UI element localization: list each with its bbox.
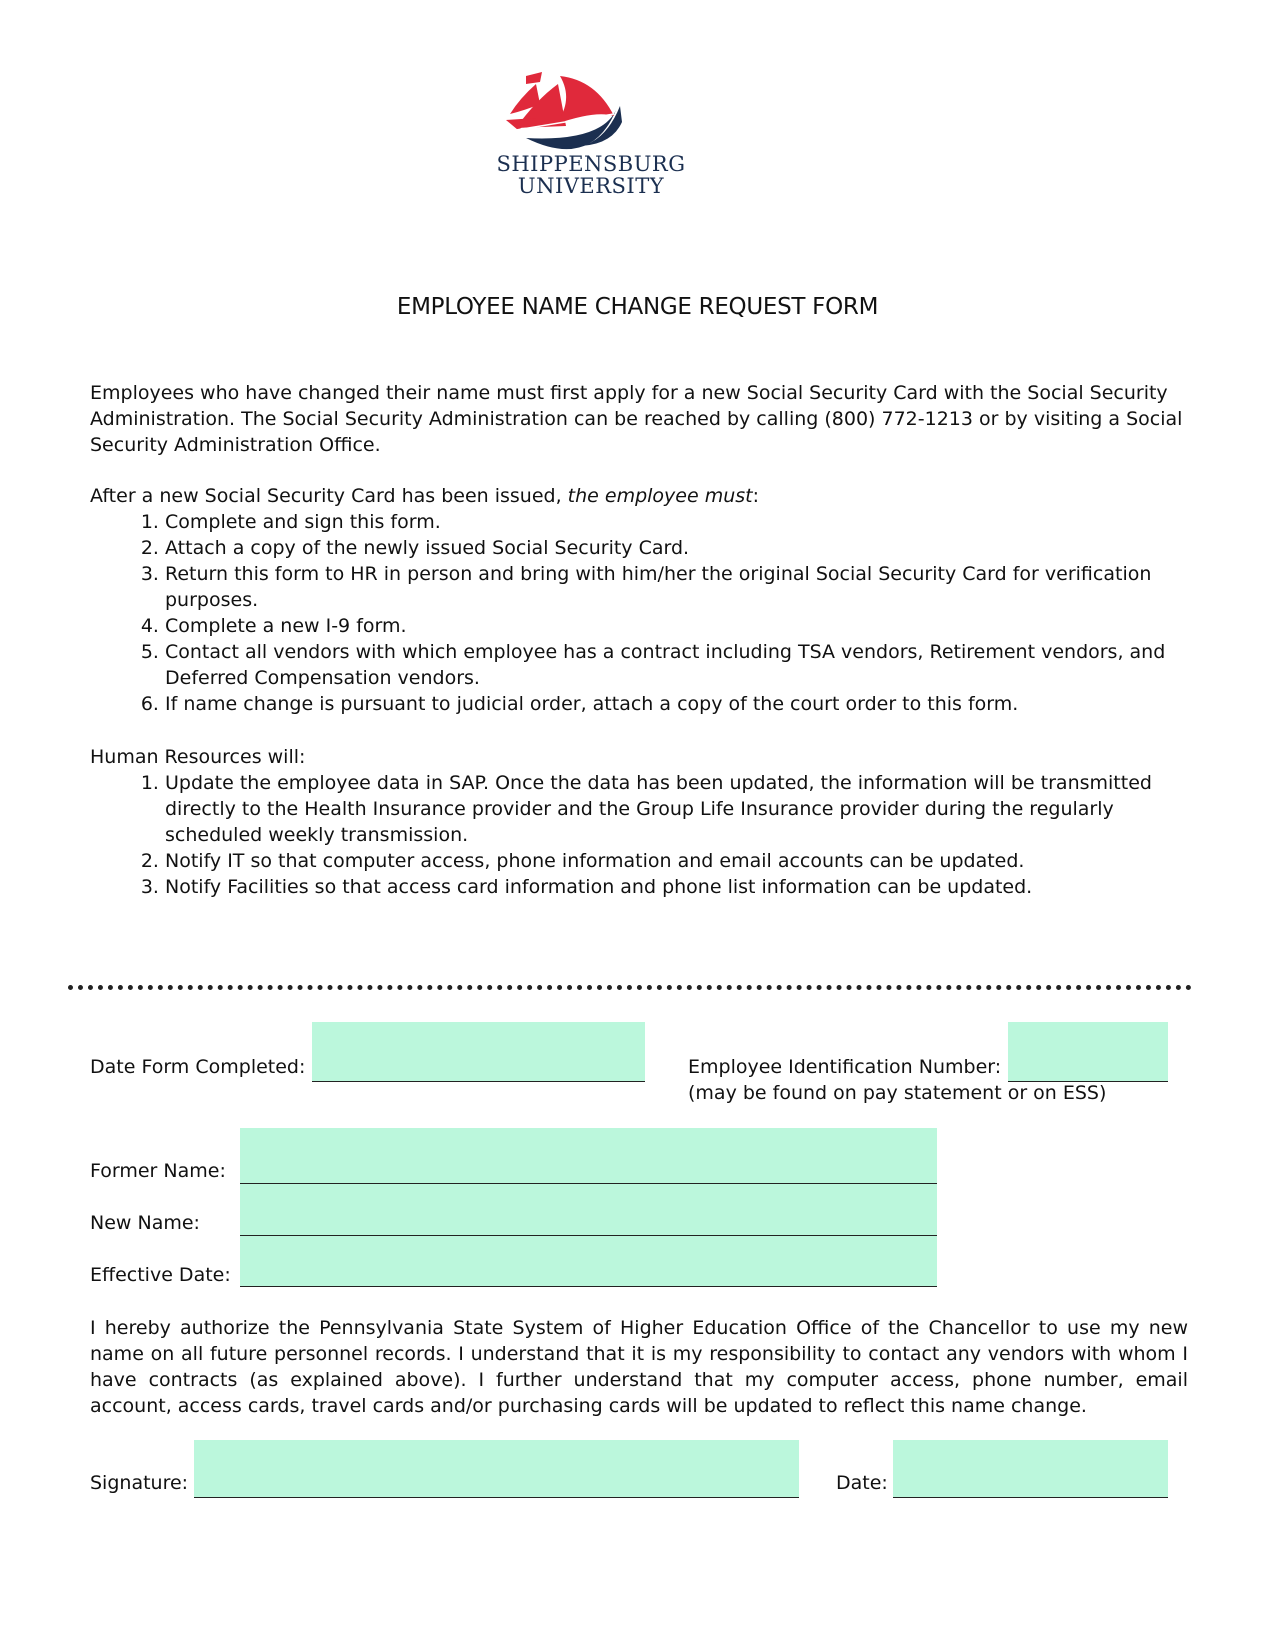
list-item: 5. Contact all vendors with which employee has a contract including TSA vendors, Retirement vendors, and Deferred Compensation vendors. xyxy=(165,639,1190,691)
former-name-label: Former Name: xyxy=(90,1160,226,1182)
signature-field[interactable] xyxy=(194,1440,799,1498)
effective-date-underline xyxy=(240,1286,937,1287)
authorization-paragraph: I hereby authorize the Pennsylvania State System of Higher Education Office of the Chancellor to use my new name on all future personnel records. I understand that it is my responsibility to contact any vendors with whom I have contracts (as explained above). I further understand that my computer access, phone number, email account, access cards, travel cards and/or purchasing cards will be updated to reflect this name change. xyxy=(90,1317,1188,1417)
page-title: EMPLOYEE NAME CHANGE REQUEST FORM xyxy=(396,294,879,320)
employee-steps-lead: After a new Social Security Card has been issued, the employee must: xyxy=(90,485,760,507)
list-item: 3. Return this form to HR in person and bring with him/her the original Social Security Card for verification purposes. xyxy=(165,561,1190,613)
hr-steps-list xyxy=(90,770,1190,900)
date-completed-label: Date Form Completed: xyxy=(90,1056,306,1078)
employee-steps-list xyxy=(90,509,1190,717)
university-logo xyxy=(496,70,686,202)
list-item: 1. Complete and sign this form. xyxy=(165,509,1190,535)
effective-date-field[interactable] xyxy=(240,1236,937,1286)
dotted-divider xyxy=(68,985,1192,990)
former-name-field[interactable] xyxy=(240,1128,937,1183)
list-item: 2. Notify IT so that computer access, phone information and email accounts can be updated. xyxy=(165,848,1190,874)
new-name-field[interactable] xyxy=(240,1184,937,1235)
list-item: 4. Complete a new I-9 form. xyxy=(165,613,1190,639)
date-completed-underline xyxy=(312,1081,645,1082)
employee-steps-section xyxy=(90,483,1190,717)
signature-date-field[interactable] xyxy=(893,1440,1168,1498)
list-item: 3. Notify Facilities so that access card information and phone list information can be updated. xyxy=(165,874,1190,900)
ship-emblem-icon xyxy=(496,70,686,152)
list-item: 6. If name change is pursuant to judicial order, attach a copy of the court order to this form. xyxy=(165,691,1190,717)
hr-steps-section xyxy=(90,744,1190,900)
hr-steps-lead: Human Resources will: xyxy=(90,746,306,768)
employee-id-label: Employee Identification Number: xyxy=(688,1056,1002,1078)
employee-id-field[interactable] xyxy=(1008,1022,1168,1082)
employee-id-hint: (may be found on pay statement or on ESS) xyxy=(688,1082,1107,1104)
signature-label: Signature: xyxy=(90,1472,189,1494)
employee-must-emphasis: the employee must xyxy=(567,485,753,507)
effective-date-label: Effective Date: xyxy=(90,1264,231,1286)
intro-paragraph: Employees who have changed their name must first apply for a new Social Security Card with the Social Security Administration. The Social Security Administration can be reached by calling (800) 772-1213 or by visiting a Social Security Administration Office. xyxy=(90,382,1183,456)
date-completed-field[interactable] xyxy=(312,1022,645,1082)
logo-wordmark-line1: SHIPPENSBURG xyxy=(496,152,686,176)
list-item: 1. Update the employee data in SAP. Once the data has been updated, the information will be transmitted directly to the Health Insurance provider and the Group Life Insurance provider during the regularly scheduled weekly transmission. xyxy=(165,770,1190,848)
new-name-label: New Name: xyxy=(90,1212,200,1234)
date-label: Date: xyxy=(836,1472,888,1494)
list-item: 2. Attach a copy of the newly issued Social Security Card. xyxy=(165,535,1190,561)
logo-wordmark-line2: UNIVERSITY xyxy=(517,174,665,198)
signature-date-underline xyxy=(893,1497,1168,1498)
signature-underline xyxy=(194,1497,799,1498)
